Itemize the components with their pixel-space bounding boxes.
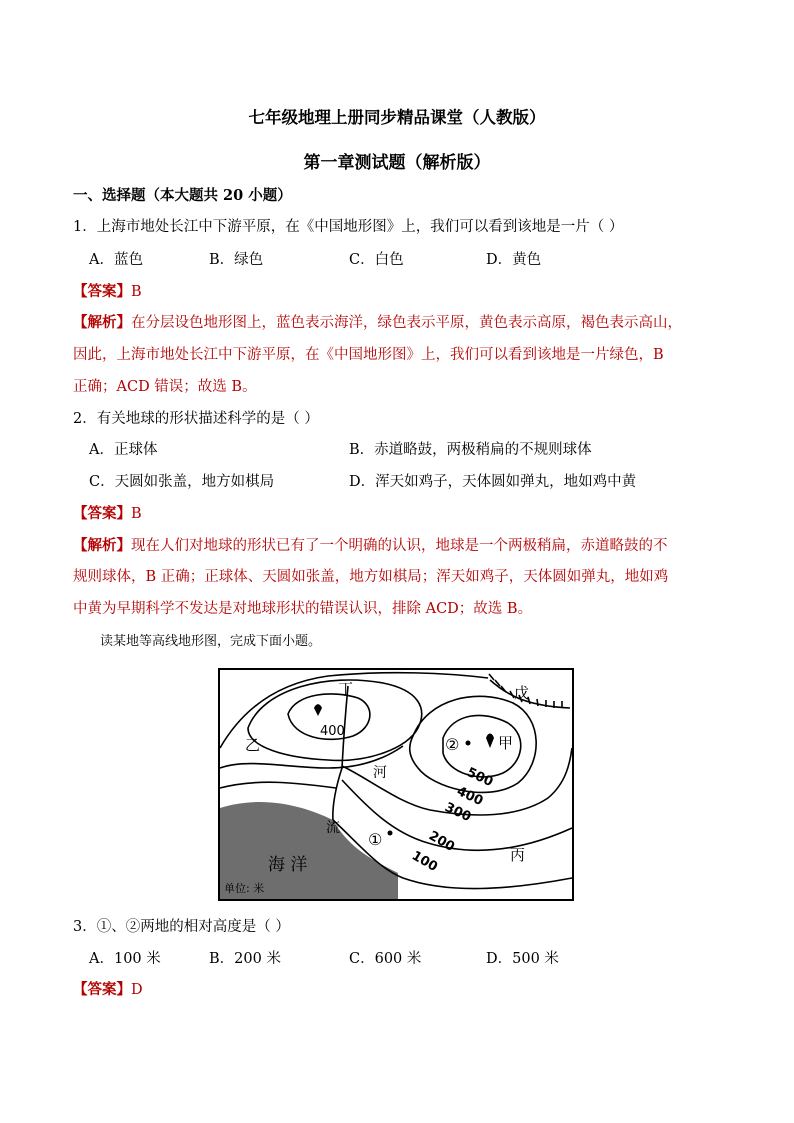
q3-option-c: C．600 米	[349, 951, 422, 967]
contour-label: 400	[454, 784, 486, 810]
label-bing: 丙	[510, 846, 526, 864]
analysis-text: 在分层设色地形图上，蓝色表示海洋，绿色表示平原，黄色表示高原，褐色表示高山，	[131, 315, 682, 331]
label-point-2: ②	[445, 735, 460, 754]
q2-analysis-line-1	[73, 536, 668, 556]
label-he: 河	[373, 765, 387, 781]
q3-stem: 3．①、②两地的相对高度是（ ）	[73, 919, 290, 935]
answer-value: B	[131, 506, 142, 522]
answer-tag: 【答案】	[73, 505, 131, 522]
q2-analysis-line-3: 中黄为早期科学不发达是对地球形状的错误认识，排除 ACD；故选 B。	[73, 601, 533, 617]
q1-analysis-line-2: 因此，上海市地处长江中下游平原，在《中国地形图》上，我们可以看到该地是一片绿色，B	[73, 347, 664, 363]
contour-label: 300	[442, 800, 474, 826]
q1-option-c: C．白色	[349, 252, 404, 268]
analysis-tag: 【解析】	[73, 314, 131, 331]
contour-map	[218, 668, 574, 902]
q1-answer	[73, 282, 142, 302]
contour-label: 200	[426, 828, 458, 856]
analysis-text: 现在人们对地球的形状已有了一个明确的认识，地球是一个两极稍扁，赤道略鼓的不	[131, 538, 668, 554]
contour-label: 400	[320, 724, 345, 739]
answer-tag: 【答案】	[73, 981, 131, 998]
label-yi: 乙	[245, 736, 261, 754]
peak-icon	[314, 704, 322, 716]
q1-analysis-line-1	[73, 313, 682, 333]
point-dot	[466, 741, 471, 746]
label-point-1: ①	[368, 830, 383, 849]
label-jia: 甲	[498, 734, 514, 752]
q2-option-c: C．天圆如张盖，地方如棋局	[89, 474, 275, 490]
q3-option-d: D．500 米	[486, 951, 559, 967]
q1-stem: 1．上海市地处长江中下游平原，在《中国地形图》上，我们可以看到该地是一片（ ）	[73, 219, 624, 235]
label-unit: 单位: 米	[224, 882, 265, 895]
q3-answer	[73, 980, 143, 1000]
section-heading: 一、选择题（本大题共 20 小题）	[73, 187, 292, 204]
document-subtitle: 第一章测试题（解析版）	[303, 153, 491, 173]
analysis-tag: 【解析】	[73, 537, 131, 554]
document-title: 七年级地理上册同步精品课堂（人教版）	[248, 108, 546, 127]
q2-stem: 2．有关地球的形状描述科学的是（ ）	[73, 411, 319, 427]
q2-answer	[73, 504, 142, 524]
q3-option-a: A．100 米	[89, 951, 161, 967]
map-intro: 读某地等高线地形图，完成下面小题。	[100, 634, 322, 649]
q1-option-b: B．绿色	[209, 252, 264, 268]
point-dot	[388, 831, 393, 836]
contour-label: 100	[409, 848, 441, 876]
label-liu: 流	[326, 820, 340, 836]
q2-option-d: D．浑天如鸡子，天体圆如弹丸，地如鸡中黄	[349, 474, 637, 490]
q2-analysis-line-2: 规则球体，B 正确；正球体、天圆如张盖，地方如棋局；浑天如鸡子，天体圆如弹丸，地如鸡	[73, 569, 669, 585]
q1-option-a: A．蓝色	[89, 252, 143, 268]
q2-option-a: A．正球体	[89, 442, 158, 458]
river-line	[333, 686, 348, 820]
answer-tag: 【答案】	[73, 283, 131, 300]
cliff-symbol	[489, 674, 570, 708]
answer-value: B	[131, 284, 142, 300]
contour-label: 500	[464, 765, 496, 791]
peak-icon	[486, 734, 494, 749]
q1-analysis-line-3: 正确；ACD 错误；故选 B。	[73, 379, 257, 395]
contour-line	[220, 782, 336, 788]
q3-option-b: B．200 米	[209, 951, 281, 967]
label-sea: 海 洋	[268, 855, 308, 875]
contour-line	[248, 680, 422, 760]
label-ding: 丁	[338, 680, 354, 698]
answer-value: D	[131, 982, 143, 998]
q2-option-b: B．赤道略鼓，两极稍扁的不规则球体	[349, 442, 592, 458]
q1-option-d: D．黄色	[486, 252, 542, 268]
label-wu: 戊	[514, 684, 530, 702]
